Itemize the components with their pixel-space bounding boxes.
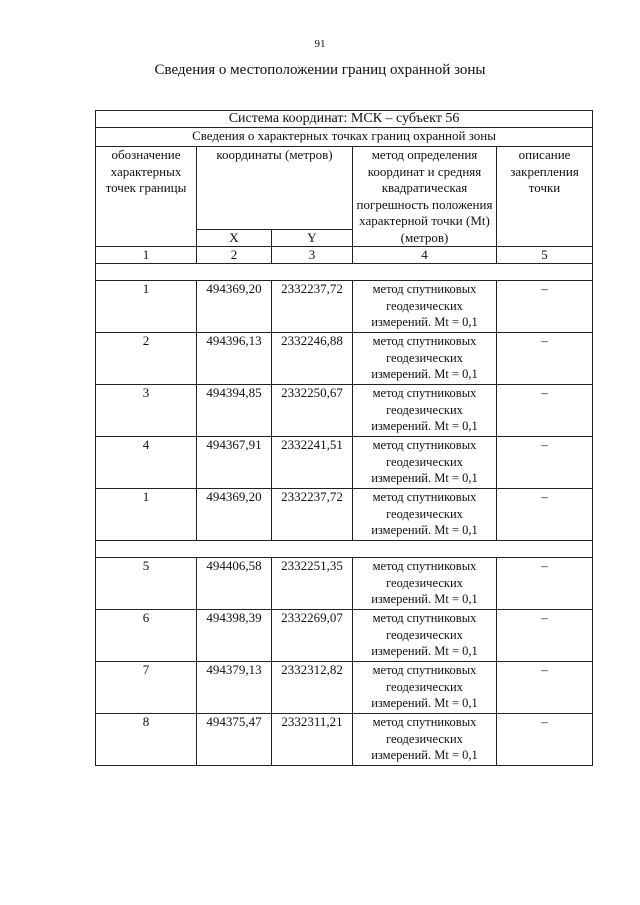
point-designation: 1 (96, 281, 197, 333)
column-number: 1 (96, 247, 197, 264)
method-description: метод спутниковых геодезических измерений. Mt = 0,1 (353, 489, 497, 541)
coordinate-y: 2332246,88 (272, 333, 353, 385)
method-description: метод спутниковых геодезических измерений. Mt = 0,1 (353, 333, 497, 385)
header-description: описание закрепления точки (497, 147, 593, 247)
table-row (96, 437, 593, 489)
coordinate-y: 2332250,67 (272, 385, 353, 437)
column-number: 5 (497, 247, 593, 264)
fixing-description: – (497, 437, 593, 489)
coordinate-y: 2332237,72 (272, 489, 353, 541)
method-description: метод спутниковых геодезических измерений. Mt = 0,1 (353, 662, 497, 714)
table-row (96, 333, 593, 385)
point-designation: 3 (96, 385, 197, 437)
coordinate-x: 494406,58 (197, 558, 272, 610)
header-method: метод определения координат и средняя квадратическая погрешность положения характерной точки (Mt) (метров) (353, 147, 497, 247)
table-row (96, 489, 593, 541)
method-description: метод спутниковых геодезических измерений. Mt = 0,1 (353, 714, 497, 766)
method-description: метод спутниковых геодезических измерений. Mt = 0,1 (353, 385, 497, 437)
method-description: метод спутниковых геодезических измерений. Mt = 0,1 (353, 610, 497, 662)
method-description: метод спутниковых геодезических измерений. Mt = 0,1 (353, 558, 497, 610)
table-row (96, 662, 593, 714)
fixing-description: – (497, 333, 593, 385)
coordinate-y: 2332312,82 (272, 662, 353, 714)
point-designation: 7 (96, 662, 197, 714)
coordinate-x: 494398,39 (197, 610, 272, 662)
group-separator (96, 541, 593, 558)
header-y: Y (272, 230, 353, 247)
fixing-description: – (497, 489, 593, 541)
coordinate-x: 494396,13 (197, 333, 272, 385)
column-number: 2 (197, 247, 272, 264)
point-designation: 5 (96, 558, 197, 610)
point-designation: 4 (96, 437, 197, 489)
coordinate-x: 494369,20 (197, 489, 272, 541)
header-x: X (197, 230, 272, 247)
header-coordinates: координаты (метров) (197, 147, 353, 230)
fixing-description: – (497, 558, 593, 610)
page-title: Сведения о местоположении границ охранной зоны (154, 62, 486, 78)
column-number: 3 (272, 247, 353, 264)
point-designation: 1 (96, 489, 197, 541)
coordinate-y: 2332241,51 (272, 437, 353, 489)
coordinate-y: 2332251,35 (272, 558, 353, 610)
header-designation: обозначение характерных точек границы (96, 147, 197, 247)
point-designation: 6 (96, 610, 197, 662)
coordinate-y: 2332237,72 (272, 281, 353, 333)
group-separator-row (96, 541, 593, 558)
table-row (96, 558, 593, 610)
method-description: метод спутниковых геодезических измерений. Mt = 0,1 (353, 437, 497, 489)
group-separator-row (96, 264, 593, 281)
boundary-points-table (95, 110, 593, 766)
coordinate-x: 494375,47 (197, 714, 272, 766)
table-row (96, 714, 593, 766)
coordinate-y: 2332269,07 (272, 610, 353, 662)
point-designation: 8 (96, 714, 197, 766)
table-row (96, 281, 593, 333)
method-description: метод спутниковых геодезических измерений. Mt = 0,1 (353, 281, 497, 333)
fixing-description: – (497, 610, 593, 662)
table-subtitle: Сведения о характерных точках границ охранной зоны (96, 128, 593, 147)
table-row (96, 610, 593, 662)
table-row (96, 385, 593, 437)
coordinate-x: 494367,91 (197, 437, 272, 489)
coordinate-x: 494379,13 (197, 662, 272, 714)
coordinate-system-title: Система координат: МСК – субъект 56 (96, 111, 593, 128)
coordinate-y: 2332311,21 (272, 714, 353, 766)
page-number: 91 (314, 38, 326, 50)
coordinate-x: 494369,20 (197, 281, 272, 333)
group-separator (96, 264, 593, 281)
coordinate-x: 494394,85 (197, 385, 272, 437)
fixing-description: – (497, 385, 593, 437)
fixing-description: – (497, 281, 593, 333)
point-designation: 2 (96, 333, 197, 385)
column-number: 4 (353, 247, 497, 264)
fixing-description: – (497, 662, 593, 714)
fixing-description: – (497, 714, 593, 766)
